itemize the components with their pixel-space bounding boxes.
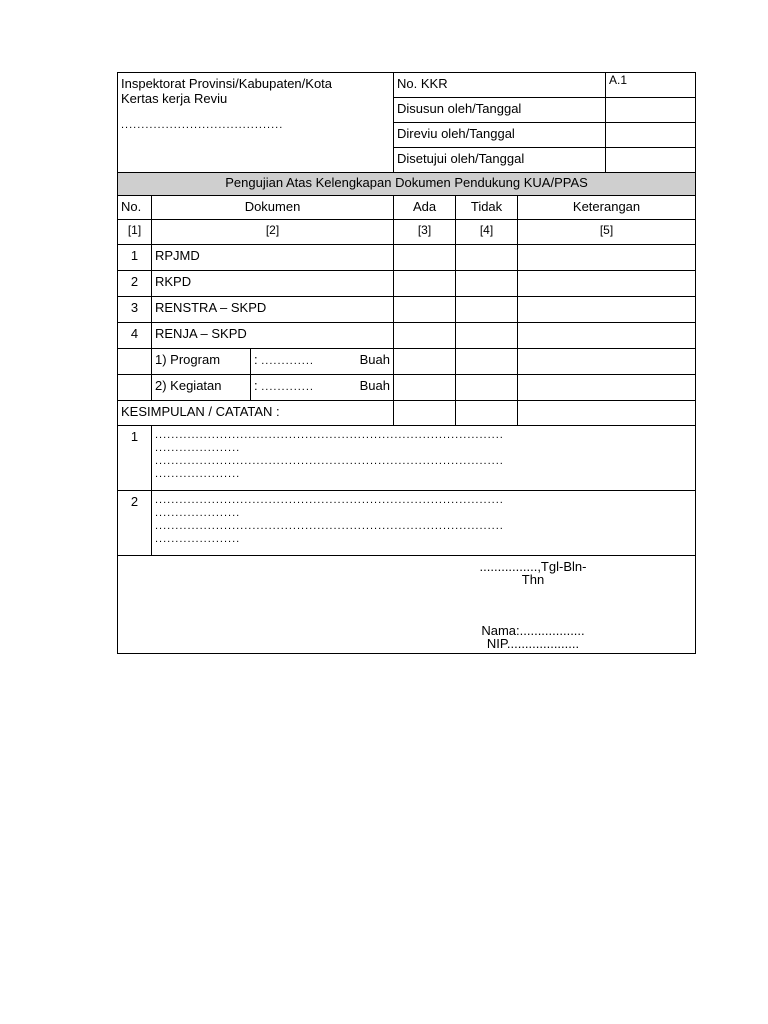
signature-row [118,556,696,654]
col-header-dokumen: Dokumen [152,196,394,220]
sub-item-value[interactable] [251,349,394,375]
keterangan-cell[interactable] [518,323,696,349]
review-worksheet [117,72,695,654]
signer-name: Nama:.................. [481,623,585,638]
table-row [118,245,696,271]
table-row [118,349,696,375]
doc-number: 1 [118,245,152,271]
note-number: 2 [118,491,152,556]
note-line: ..................... [155,533,241,545]
note-line: ..................... [155,468,241,480]
sub-item-value[interactable] [251,375,394,401]
worksheet-title: Pengujian Atas Kelengkapan Dokumen Pendukung KUA/PPAS [118,173,696,196]
note-text[interactable] [152,426,696,491]
note-number: 1 [118,426,152,491]
org-blank-line: ........................................ [121,119,284,131]
col-number-5: [5] [518,220,696,245]
note-line: ..................... [155,442,241,454]
col-header-keterangan: Keterangan [518,196,696,220]
tidak-cell[interactable] [456,271,518,297]
sub-item-label: 2) Kegiatan [152,375,251,401]
header-row-1 [118,73,696,98]
doc-name: RENSTRA – SKPD [152,297,394,323]
col-header-ada: Ada [394,196,456,220]
keterangan-cell[interactable] [518,375,696,401]
col-header-tidak: Tidak [456,196,518,220]
org-info-cell [118,73,394,173]
column-header-row [118,196,696,220]
title-row [118,173,696,196]
disusun-value[interactable] [606,98,696,123]
sub-item-blank: ............. [261,381,314,393]
org-name: Inspektorat Provinsi/Kabupaten/Kota [121,76,333,91]
keterangan-cell [518,401,696,426]
column-number-row [118,220,696,245]
direviu-label: Direviu oleh/Tanggal [394,123,606,148]
tidak-cell[interactable] [456,297,518,323]
doc-name: RKPD [152,271,394,297]
no-kkr-label: No. KKR [394,73,606,98]
col-header-no: No. [118,196,152,220]
note-line: ...................................................................................... [155,494,504,506]
signer-nip: NIP.................... [486,636,580,651]
doc-number: 4 [118,323,152,349]
worksheet-table [117,72,696,654]
sub-item-unit: Buah [359,352,391,367]
sub-item-colon: : [254,378,258,393]
sub-item-unit: Buah [359,378,391,393]
ada-cell[interactable] [394,245,456,271]
tidak-cell[interactable] [456,375,518,401]
ada-cell[interactable] [394,271,456,297]
doc-name: RENJA – SKPD [152,323,394,349]
signer-info[interactable] [453,624,613,650]
keterangan-cell[interactable] [518,297,696,323]
col-number-2: [2] [152,220,394,245]
col-number-1: [1] [118,220,152,245]
worksheet-name: Kertas kerja Reviu [121,91,228,106]
ada-cell[interactable] [394,349,456,375]
sub-item-blank: ............. [261,355,314,367]
note-text[interactable] [152,491,696,556]
note-line: ...................................................................................... [155,520,504,532]
table-row [118,375,696,401]
col-number-4: [4] [456,220,518,245]
disetujui-value[interactable] [606,148,696,173]
ada-cell[interactable] [394,323,456,349]
note-line: ...................................................................................... [155,455,504,467]
note-row [118,426,696,491]
table-row [118,323,696,349]
table-row [118,297,696,323]
kesimpulan-row [118,401,696,426]
sub-number-empty [118,349,152,375]
sub-item-colon: : [254,352,258,367]
ada-cell[interactable] [394,375,456,401]
signature-cell [118,556,696,654]
place-date-line1: ................,Tgl-Bln- [479,559,587,574]
kesimpulan-label: KESIMPULAN / CATATAN : [118,401,394,426]
doc-number: 2 [118,271,152,297]
tidak-cell[interactable] [456,323,518,349]
tidak-cell[interactable] [456,349,518,375]
note-line: ..................... [155,507,241,519]
form-code: A.1 [606,73,696,98]
disetujui-label: Disetujui oleh/Tanggal [394,148,606,173]
tidak-cell [456,401,518,426]
doc-name: RPJMD [152,245,394,271]
tidak-cell[interactable] [456,245,518,271]
note-line: ...................................................................................... [155,429,504,441]
place-date[interactable] [453,560,613,586]
keterangan-cell[interactable] [518,349,696,375]
keterangan-cell[interactable] [518,245,696,271]
note-row [118,491,696,556]
ada-cell [394,401,456,426]
place-date-line2: Thn [521,572,545,587]
table-row [118,271,696,297]
ada-cell[interactable] [394,297,456,323]
doc-number: 3 [118,297,152,323]
sub-number-empty [118,375,152,401]
keterangan-cell[interactable] [518,271,696,297]
disusun-label: Disusun oleh/Tanggal [394,98,606,123]
col-number-3: [3] [394,220,456,245]
direviu-value[interactable] [606,123,696,148]
sub-item-label: 1) Program [152,349,251,375]
